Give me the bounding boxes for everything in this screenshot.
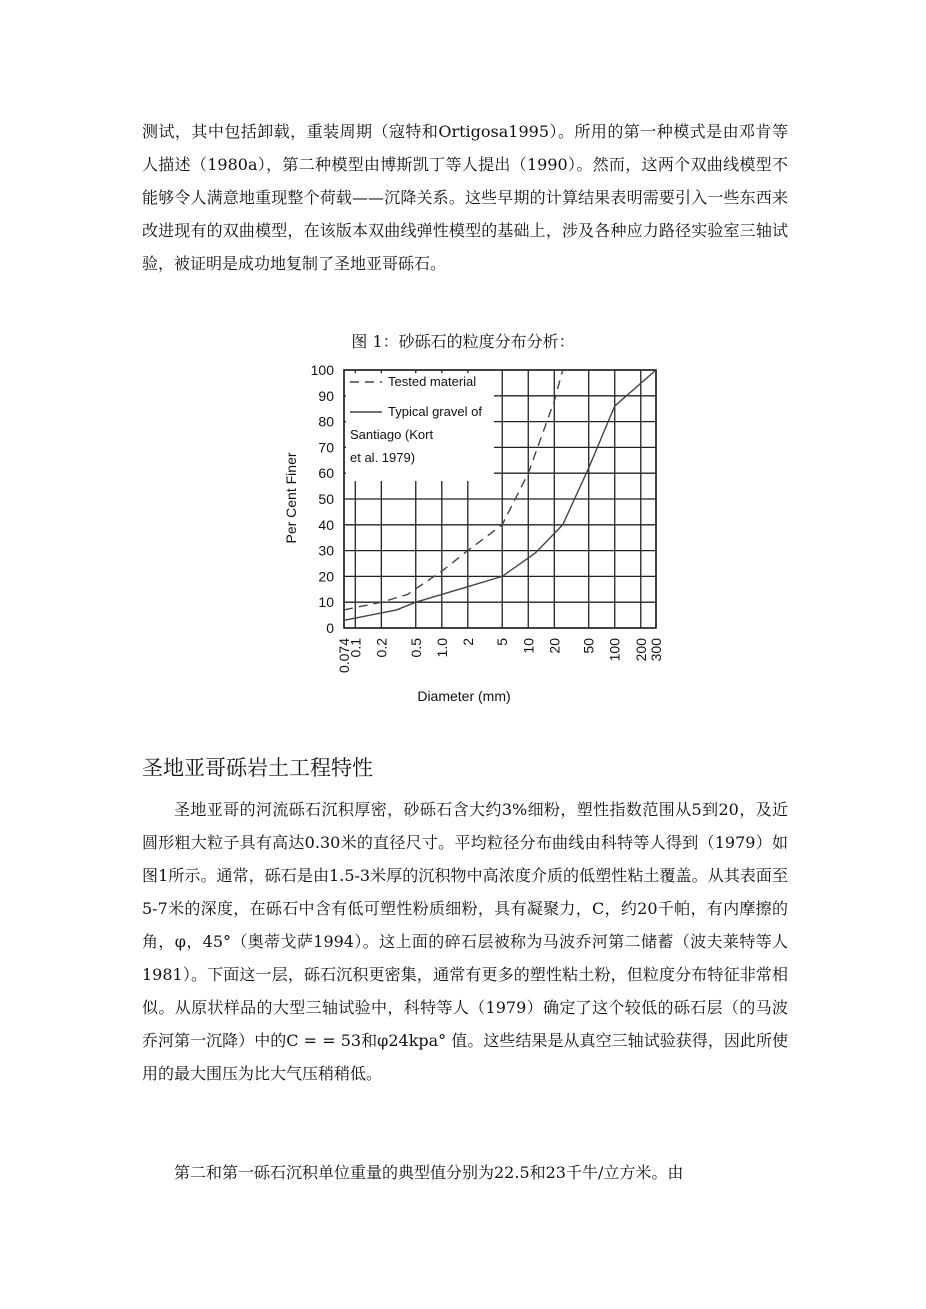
legend-label-tested-material: Tested material — [388, 374, 477, 389]
y-tick-label: 30 — [318, 542, 334, 559]
y-tick-label: 70 — [318, 439, 334, 456]
grain-size-chart — [276, 354, 676, 714]
y-tick-label: 10 — [318, 594, 334, 611]
y-tick-label: 80 — [318, 413, 334, 430]
x-tick-label: 0.074 — [336, 638, 352, 674]
y-tick-label: 50 — [318, 491, 334, 507]
paragraph-intro: 测试，其中包括卸载，重装周期（寇特和Ortigosa1995）。所用的第一种模式是由邓肯等人描述（1980a），第二种模型由博斯凯丁等人提出（1990）。然而，这两个双曲线模型不能够令人满意地重现整个荷载——沉降关系。这些早期的计算结果表明需要引入一些东西来改进现有的双曲模型，在该版本双曲线弹性模型的基础上，涉及各种应力路径实验室三轴试验，被证明是成功地复制了圣地亚哥砾石。 — [142, 122, 788, 273]
y-tick-label: 60 — [318, 465, 334, 482]
legend-label-typical-gravel: et al. 1979) — [350, 450, 416, 465]
paragraph-body: 圣地亚哥的河流砾石沉积厚密，砂砾石含大约3%细粉，塑性指数范围从5到20，及近圆形粗大粒子具有高达0.30米的直径尺寸。平均粒径分布曲线由科特等人得到（1979）如图1所示。通常，砾石是由1.5-3米厚的沉积物中高浓度介质的低塑性粘土覆盖。从其表面至5-7米的深度，在砾石中含有低可塑性粉质细粉，具有凝聚力，C，约20千帕，有内摩擦的角，φ，45°（奥蒂戈萨1994）。这上面的碎石层被称为马波乔河第二储蓄（波夫莱特等人1981）。下面这一层，砾石沉积更密集，通常有更多的塑性粘土粉，但粒度分布特征非常相似。从原状样品的大型三轴试验中，科特等人（1979）确定了这个较低的砾石层（的马波乔河第一沉降）中的C = = 53和φ24kpa° 值。这些结果是从真空三轴试验获得，因此所使用的最大围压为比大气压稍稍低。 — [142, 800, 788, 1083]
x-tick-label: 2 — [459, 638, 476, 646]
chart-legend — [346, 373, 494, 481]
x-tick-label: 300 — [648, 638, 664, 662]
section-heading: 圣地亚哥砾岩土工程特性 — [142, 756, 373, 780]
x-axis-label: Diameter (mm) — [417, 688, 511, 704]
y-tick-label: 90 — [318, 387, 334, 404]
x-tick-label: 100 — [606, 638, 623, 662]
x-tick-label: 5 — [494, 638, 511, 646]
legend-label-typical-gravel: Santiago (Kort — [350, 427, 434, 442]
y-axis-label: Per Cent Finer — [283, 452, 299, 544]
paragraph-continued: 第二和第一砾石沉积单位重量的典型值分别为22.5和23千牛/立方米。由 — [174, 1163, 684, 1182]
x-tick-label: 0.5 — [407, 638, 424, 658]
y-tick-labels — [311, 362, 335, 636]
y-tick-label: 100 — [310, 362, 334, 378]
x-tick-label: 20 — [546, 638, 563, 654]
y-tick-label: 20 — [318, 568, 334, 585]
legend-label-typical-gravel: Typical gravel of — [388, 404, 482, 419]
x-tick-label: 200 — [632, 638, 649, 662]
y-tick-label: 40 — [318, 516, 334, 533]
x-tick-label: 0.1 — [347, 638, 364, 658]
x-tick-labels — [336, 638, 664, 673]
x-tick-label: 10 — [520, 638, 537, 654]
figure-caption: 图 1：砂砾石的粒度分布分析： — [351, 332, 575, 351]
y-tick-label: 0 — [326, 620, 334, 636]
x-tick-label: 0.2 — [373, 638, 390, 658]
x-tick-label: 50 — [580, 638, 597, 654]
x-tick-label: 1.0 — [433, 638, 450, 658]
